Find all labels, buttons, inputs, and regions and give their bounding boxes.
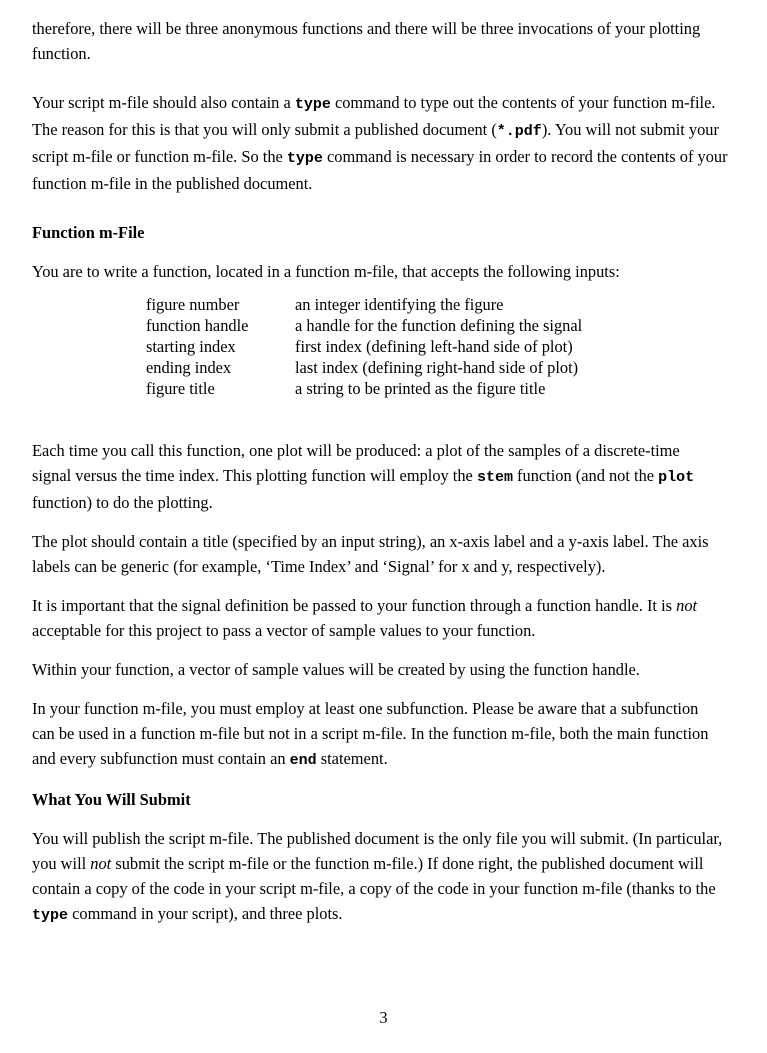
- input-row: [146, 357, 582, 378]
- emphasis: not: [90, 854, 112, 873]
- text: ). You will not submit your script m-file or function m-file. So the: [32, 120, 719, 166]
- input-description: a string to be printed as the figure title: [295, 379, 546, 398]
- text: Each time you call this function, one plot will be produced: a plot of the samples of a discrete-time signal versus the time index. This plotting function will employ the: [32, 441, 680, 485]
- paragraph-sample-vector: [32, 657, 738, 682]
- input-row: [146, 336, 582, 357]
- paragraph-function-intro: [32, 259, 738, 284]
- text: function (and not the: [512, 466, 659, 485]
- text: function) to do the plotting.: [32, 493, 213, 512]
- text: Within your function, a vector of sample values will be created by using the function handle.: [32, 660, 640, 679]
- text: command in your script), and three plots.: [68, 904, 343, 923]
- input-name: ending index: [146, 358, 232, 377]
- section-heading-submit: What You Will Submit: [32, 790, 191, 809]
- code-type: type: [294, 96, 331, 113]
- code-pdf: *.pdf: [496, 123, 542, 140]
- text: submit the script m-file or the function m-file.) If done right, the published document will contain a copy of the code in your script m-file, a copy of the code in your function m-file (thanks to the: [32, 854, 716, 898]
- input-row: [146, 294, 582, 315]
- code-type: type: [32, 907, 69, 924]
- code-type: type: [286, 150, 323, 167]
- text: command to type out the contents of your function m-file. The reason for this is that you will only submit a published document (: [32, 93, 716, 139]
- paragraph-function-handle: [32, 593, 732, 643]
- paragraph-subfunction: [32, 696, 722, 773]
- text: It is important that the signal definition be passed to your function through a function handle. It is: [32, 596, 677, 615]
- inputs-table: [146, 294, 582, 399]
- paragraph-type-command: [32, 90, 732, 196]
- input-name: function handle: [146, 316, 249, 335]
- text: Your script m-file should also contain a: [32, 93, 295, 112]
- text: statement.: [316, 749, 388, 768]
- section-heading-function-mfile: Function m-File: [32, 223, 145, 242]
- text: You are to write a function, located in a function m-file, that accepts the following inputs:: [32, 262, 620, 281]
- text: In your function m-file, you must employ at least one subfunction. Please be aware that a subfunction can be used in a function m-file but not in a script m-file. In the function m-file, both the main function and every subfunction must contain an: [32, 699, 709, 768]
- code-end: end: [289, 752, 317, 769]
- document-page: [32, 16, 738, 928]
- text: command is necessary in order to record the contents of your function m-file in the published document.: [32, 147, 728, 193]
- code-stem: stem: [476, 469, 513, 486]
- page-number: 3: [379, 1008, 388, 1027]
- paragraph-submit: [32, 826, 732, 928]
- input-description: last index (defining right-hand side of plot): [295, 358, 579, 377]
- text: You will publish the script m-file. The published document is the only file you will submit. (In particular, you will: [32, 829, 723, 873]
- input-name: figure title: [146, 379, 215, 398]
- input-row: [146, 315, 582, 336]
- input-name: figure number: [146, 295, 240, 314]
- text: acceptable for this project to pass a vector of sample values to your function.: [32, 621, 536, 640]
- paragraph-stem: [32, 438, 722, 515]
- paragraph-continuation: [32, 16, 722, 66]
- input-description: an integer identifying the figure: [295, 295, 504, 314]
- input-row: [146, 378, 582, 399]
- text: therefore, there will be three anonymous functions and there will be three invocations of your plotting function.: [32, 19, 701, 63]
- paragraph-labels: [32, 529, 738, 579]
- text: The plot should contain a title (specified by an input string), an x-axis label and a y-axis label. The axis labels can be generic (for example, ‘Time Index’ and ‘Signal’ for x and y, respectively).: [32, 532, 709, 576]
- emphasis: not: [676, 596, 698, 615]
- input-description: first index (defining left-hand side of plot): [295, 337, 573, 356]
- input-description: a handle for the function defining the signal: [295, 316, 583, 335]
- code-plot: plot: [658, 469, 695, 486]
- input-name: starting index: [146, 337, 236, 356]
